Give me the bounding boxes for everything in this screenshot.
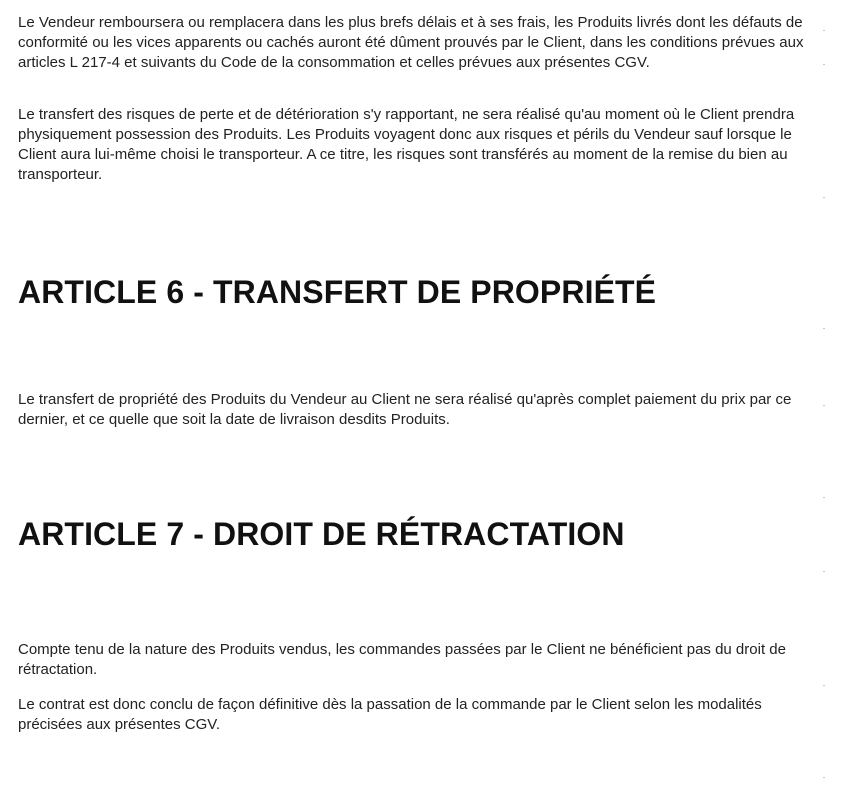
article-7-heading: ARTICLE 7 - DROIT DE RÉTRACTATION <box>18 516 625 552</box>
paragraph-remboursement: Le Vendeur remboursera ou remplacera dans les plus brefs délais et à ses frais, les Produits livrés dont les défauts de conformité ou les vices apparents ou cachés auront été dûment prouvés par le Client, dans les conditions prévues aux articles L 217-4 et suivants du Code de la consommation et celles prévues aux présentes CGV. <box>18 14 804 71</box>
edge-marker <box>823 405 825 406</box>
edge-marker <box>823 497 825 498</box>
edge-marker <box>823 777 825 778</box>
edge-marker <box>823 197 825 198</box>
edge-marker <box>823 64 825 65</box>
cgv-document-content <box>18 13 824 735</box>
edge-marker <box>823 571 825 572</box>
edge-marker <box>823 685 825 686</box>
edge-marker <box>823 328 825 329</box>
article-7-paragraph-1: Compte tenu de la nature des Produits vendus, les commandes passées par le Client ne bénéficient pas du droit de rétractation. <box>18 641 786 678</box>
article-6-paragraph: Le transfert de propriété des Produits du Vendeur au Client ne sera réalisé qu'après complet paiement du prix par ce dernier, et ce quelle que soit la date de livraison desdits Produits. <box>18 391 792 428</box>
page-edge-markers <box>823 0 825 787</box>
edge-marker <box>823 30 825 31</box>
article-6-heading: ARTICLE 6 - TRANSFERT DE PROPRIÉTÉ <box>18 274 657 310</box>
paragraph-transfert-risques: Le transfert des risques de perte et de détérioration s'y rapportant, ne sera réalisé qu'au moment où le Client prendra physiquement possession des Produits. Les Produits voyagent donc aux risques et périls du Vendeur sauf lorsque le Client aura lui-même choisi le transporteur. A ce titre, les risques sont transférés au moment de la remise du bien au transporteur. <box>18 106 795 183</box>
article-7-paragraph-2: Le contrat est donc conclu de façon définitive dès la passation de la commande par le Client selon les modalités précisées aux présentes CGV. <box>18 696 762 733</box>
